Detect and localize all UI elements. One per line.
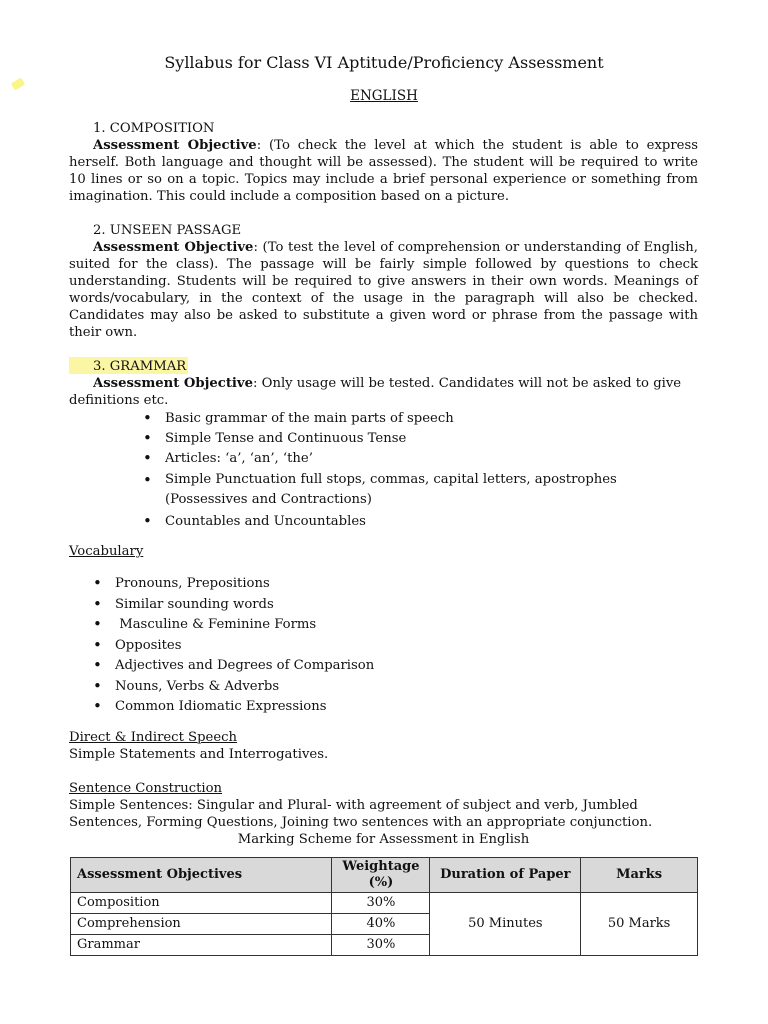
weight-cell: 40%	[332, 914, 430, 935]
speech-section	[69, 729, 698, 763]
vocabulary-list	[115, 575, 698, 715]
objective-text: : (To check the level at which the student is able to express herself. Both language and thought will be assessed). The student will be required to write 10 lines or so on a topic. Topics may include a brief personal experience or something from imagination. This could include a composition based on a picture.	[69, 138, 698, 204]
unseen-section	[69, 222, 698, 341]
table-header-row	[71, 858, 698, 893]
list-item: • Basic grammar of the main parts of speech	[165, 410, 698, 427]
objective-cell: Grammar	[71, 935, 332, 956]
duration-cell: 50 Minutes	[430, 893, 581, 956]
weight-cell: 30%	[332, 935, 430, 956]
list-item: • Adjectives and Degrees of Comparison	[115, 657, 698, 674]
sentence-section	[69, 780, 698, 848]
composition-objective	[69, 137, 698, 205]
column-header: Weightage (%)	[332, 858, 430, 893]
marks-cell: 50 Marks	[581, 893, 698, 956]
objective-text: : Only usage will be tested. Candidates will not be asked to give definitions etc.	[69, 376, 682, 408]
speech-text: Simple Statements and Interrogatives.	[69, 747, 329, 762]
weight-cell: 30%	[332, 893, 430, 914]
objective-text: : (To test the level of comprehension or understanding of English, suited for the class). The passage will be fairly simple followed by questions to check understanding. Students will be required to give answers in their own words. Meanings of words/vocabulary, in the context of the usage in the paragraph will also be checked. Candidates may also be asked to substitute a given word or phrase from the passage with their own.	[69, 240, 698, 340]
speech-heading: Direct & Indirect Speech	[69, 730, 238, 745]
list-item: • Similar sounding words	[115, 596, 698, 613]
list-item: • Masculine & Feminine Forms	[115, 616, 698, 633]
list-item: • Simple Punctuation full stops, commas, capital letters, apostrophes (Possessives and Contractions)	[165, 470, 698, 510]
objective-cell: Composition	[71, 893, 332, 914]
table-row	[71, 893, 698, 914]
vocabulary-heading: Vocabulary	[69, 544, 144, 559]
list-item: • Simple Tense and Continuous Tense	[165, 430, 698, 447]
composition-section	[69, 120, 698, 205]
sentence-heading: Sentence Construction	[69, 781, 223, 796]
column-header: Duration of Paper	[430, 858, 581, 893]
column-header: Marks	[581, 858, 698, 893]
objective-label: Assessment Objective	[93, 376, 253, 391]
marking-scheme-table	[70, 857, 698, 956]
unseen-objective	[69, 239, 698, 341]
composition-heading: 1. COMPOSITION	[93, 121, 215, 136]
unseen-heading: 2. UNSEEN PASSAGE	[93, 223, 242, 238]
objective-label: Assessment Objective	[93, 138, 257, 153]
vocabulary-section	[69, 543, 698, 719]
list-item: • Opposites	[115, 637, 698, 654]
objective-label: Assessment Objective	[93, 240, 254, 255]
objective-cell: Comprehension	[71, 914, 332, 935]
scheme-caption: Marking Scheme for Assessment in English	[237, 832, 530, 847]
sentence-text: Simple Sentences: Singular and Plural- with agreement of subject and verb, Jumbled Sentences, Forming Questions, Joining two sentences with an appropriate conjunction.	[69, 798, 653, 830]
list-item: • Common Idiomatic Expressions	[115, 698, 698, 715]
page-title: Syllabus for Class VI Aptitude/Proficiency Assessment	[164, 53, 604, 72]
list-item: • Pronouns, Prepositions	[115, 575, 698, 592]
grammar-objective	[69, 375, 698, 409]
grammar-heading: 3. GRAMMAR	[69, 357, 188, 374]
list-item: • Countables and Uncountables	[165, 513, 698, 530]
subject-heading: ENGLISH	[350, 88, 418, 104]
list-item: • Articles: ‘a’, ‘an’, ‘the’	[165, 450, 698, 467]
column-header: Assessment Objectives	[71, 858, 332, 893]
list-item: • Nouns, Verbs & Adverbs	[115, 678, 698, 695]
grammar-section	[69, 358, 698, 533]
grammar-list	[165, 410, 698, 530]
